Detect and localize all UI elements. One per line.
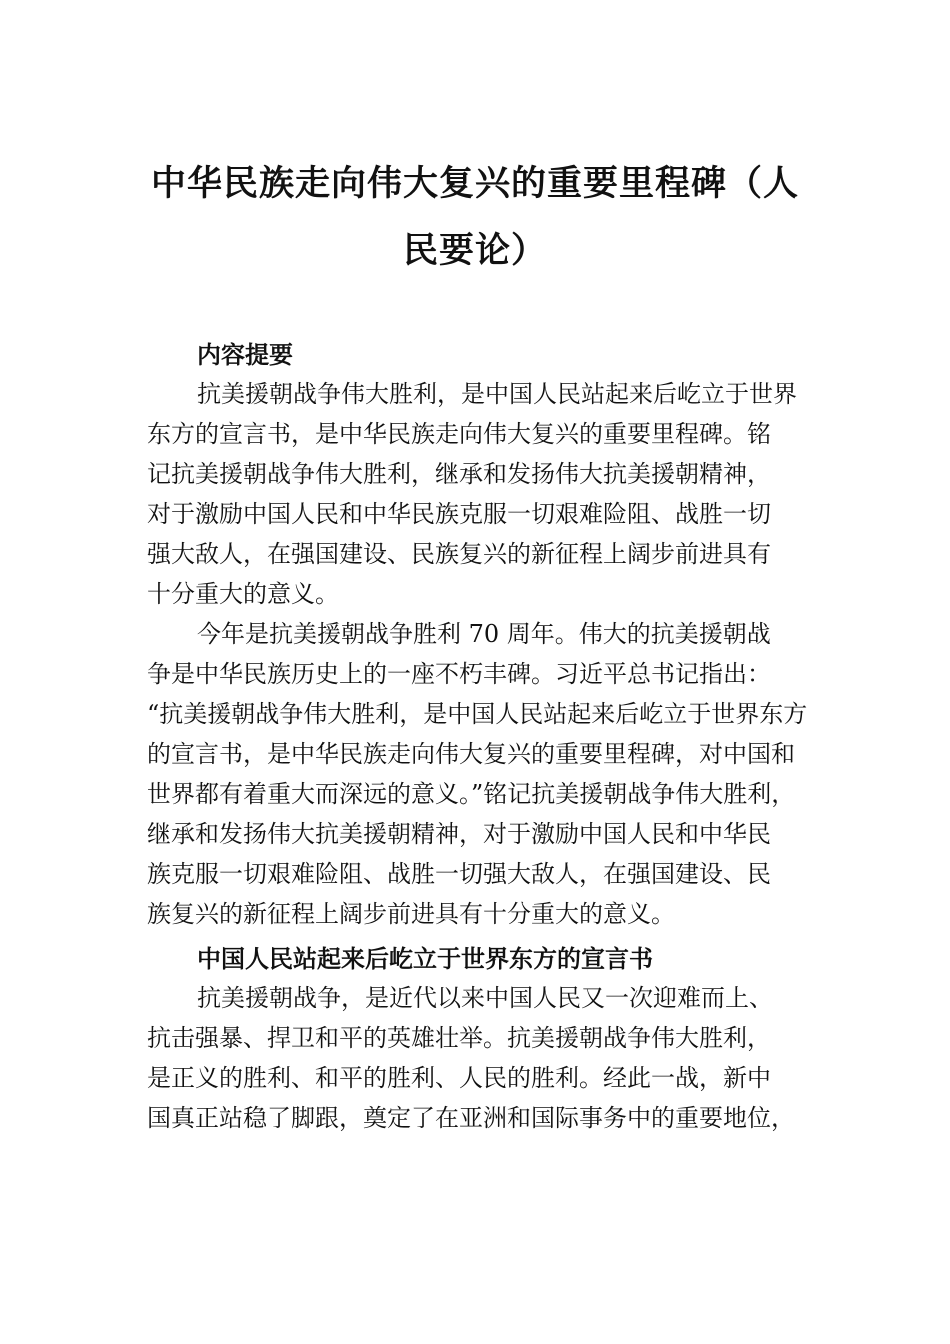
section-line: 抗美援朝战争，是近代以来中国人民又一次迎难而上、 xyxy=(197,984,773,1012)
section-line: 是正义的胜利、和平的胜利、人民的胜利。经此一战，新中 xyxy=(147,1064,771,1092)
intro-line: 世界都有着重大而深远的意义。”铭记抗美援朝战争伟大胜利， xyxy=(147,780,796,808)
section-line: 国真正站稳了脚跟，奠定了在亚洲和国际事务中的重要地位， xyxy=(147,1104,795,1132)
document-title-line-2: 民要论） xyxy=(402,231,547,271)
intro-line: 族克服一切艰难险阻、战胜一切强大敌人，在强国建设、民 xyxy=(147,860,771,888)
intro-line: 今年是抗美援朝战争胜利 70 周年。伟大的抗美援朝战 xyxy=(197,620,771,648)
intro-line: 族复兴的新征程上阔步前进具有十分重大的意义。 xyxy=(147,900,675,928)
intro-line: 争是中华民族历史上的一座不朽丰碑。习近平总书记指出： xyxy=(147,660,771,688)
summary-line: 强大敌人，在强国建设、民族复兴的新征程上阔步前进具有 xyxy=(147,540,771,568)
summary-line: 东方的宣言书，是中华民族走向伟大复兴的重要里程碑。铭 xyxy=(147,420,771,448)
summary-line: 对于激励中国人民和中华民族克服一切艰难险阻、战胜一切 xyxy=(147,500,771,528)
summary-line: 记抗美援朝战争伟大胜利，继承和发扬伟大抗美援朝精神， xyxy=(147,460,771,488)
summary-heading: 内容提要 xyxy=(197,341,293,369)
intro-line: 继承和发扬伟大抗美援朝精神，对于激励中国人民和中华民 xyxy=(147,820,771,848)
intro-line: 的宣言书，是中华民族走向伟大复兴的重要里程碑，对中国和 xyxy=(147,740,795,768)
document-title-line-1: 中华民族走向伟大复兴的重要里程碑（人 xyxy=(150,164,799,204)
summary-line: 十分重大的意义。 xyxy=(147,580,339,608)
summary-line: 抗美援朝战争伟大胜利，是中国人民站起来后屹立于世界 xyxy=(197,380,797,408)
intro-line: “抗美援朝战争伟大胜利，是中国人民站起来后屹立于世界东方 xyxy=(147,700,808,728)
section-heading: 中国人民站起来后屹立于世界东方的宣言书 xyxy=(197,945,653,973)
section-line: 抗击强暴、捍卫和平的英雄壮举。抗美援朝战争伟大胜利， xyxy=(147,1024,771,1052)
